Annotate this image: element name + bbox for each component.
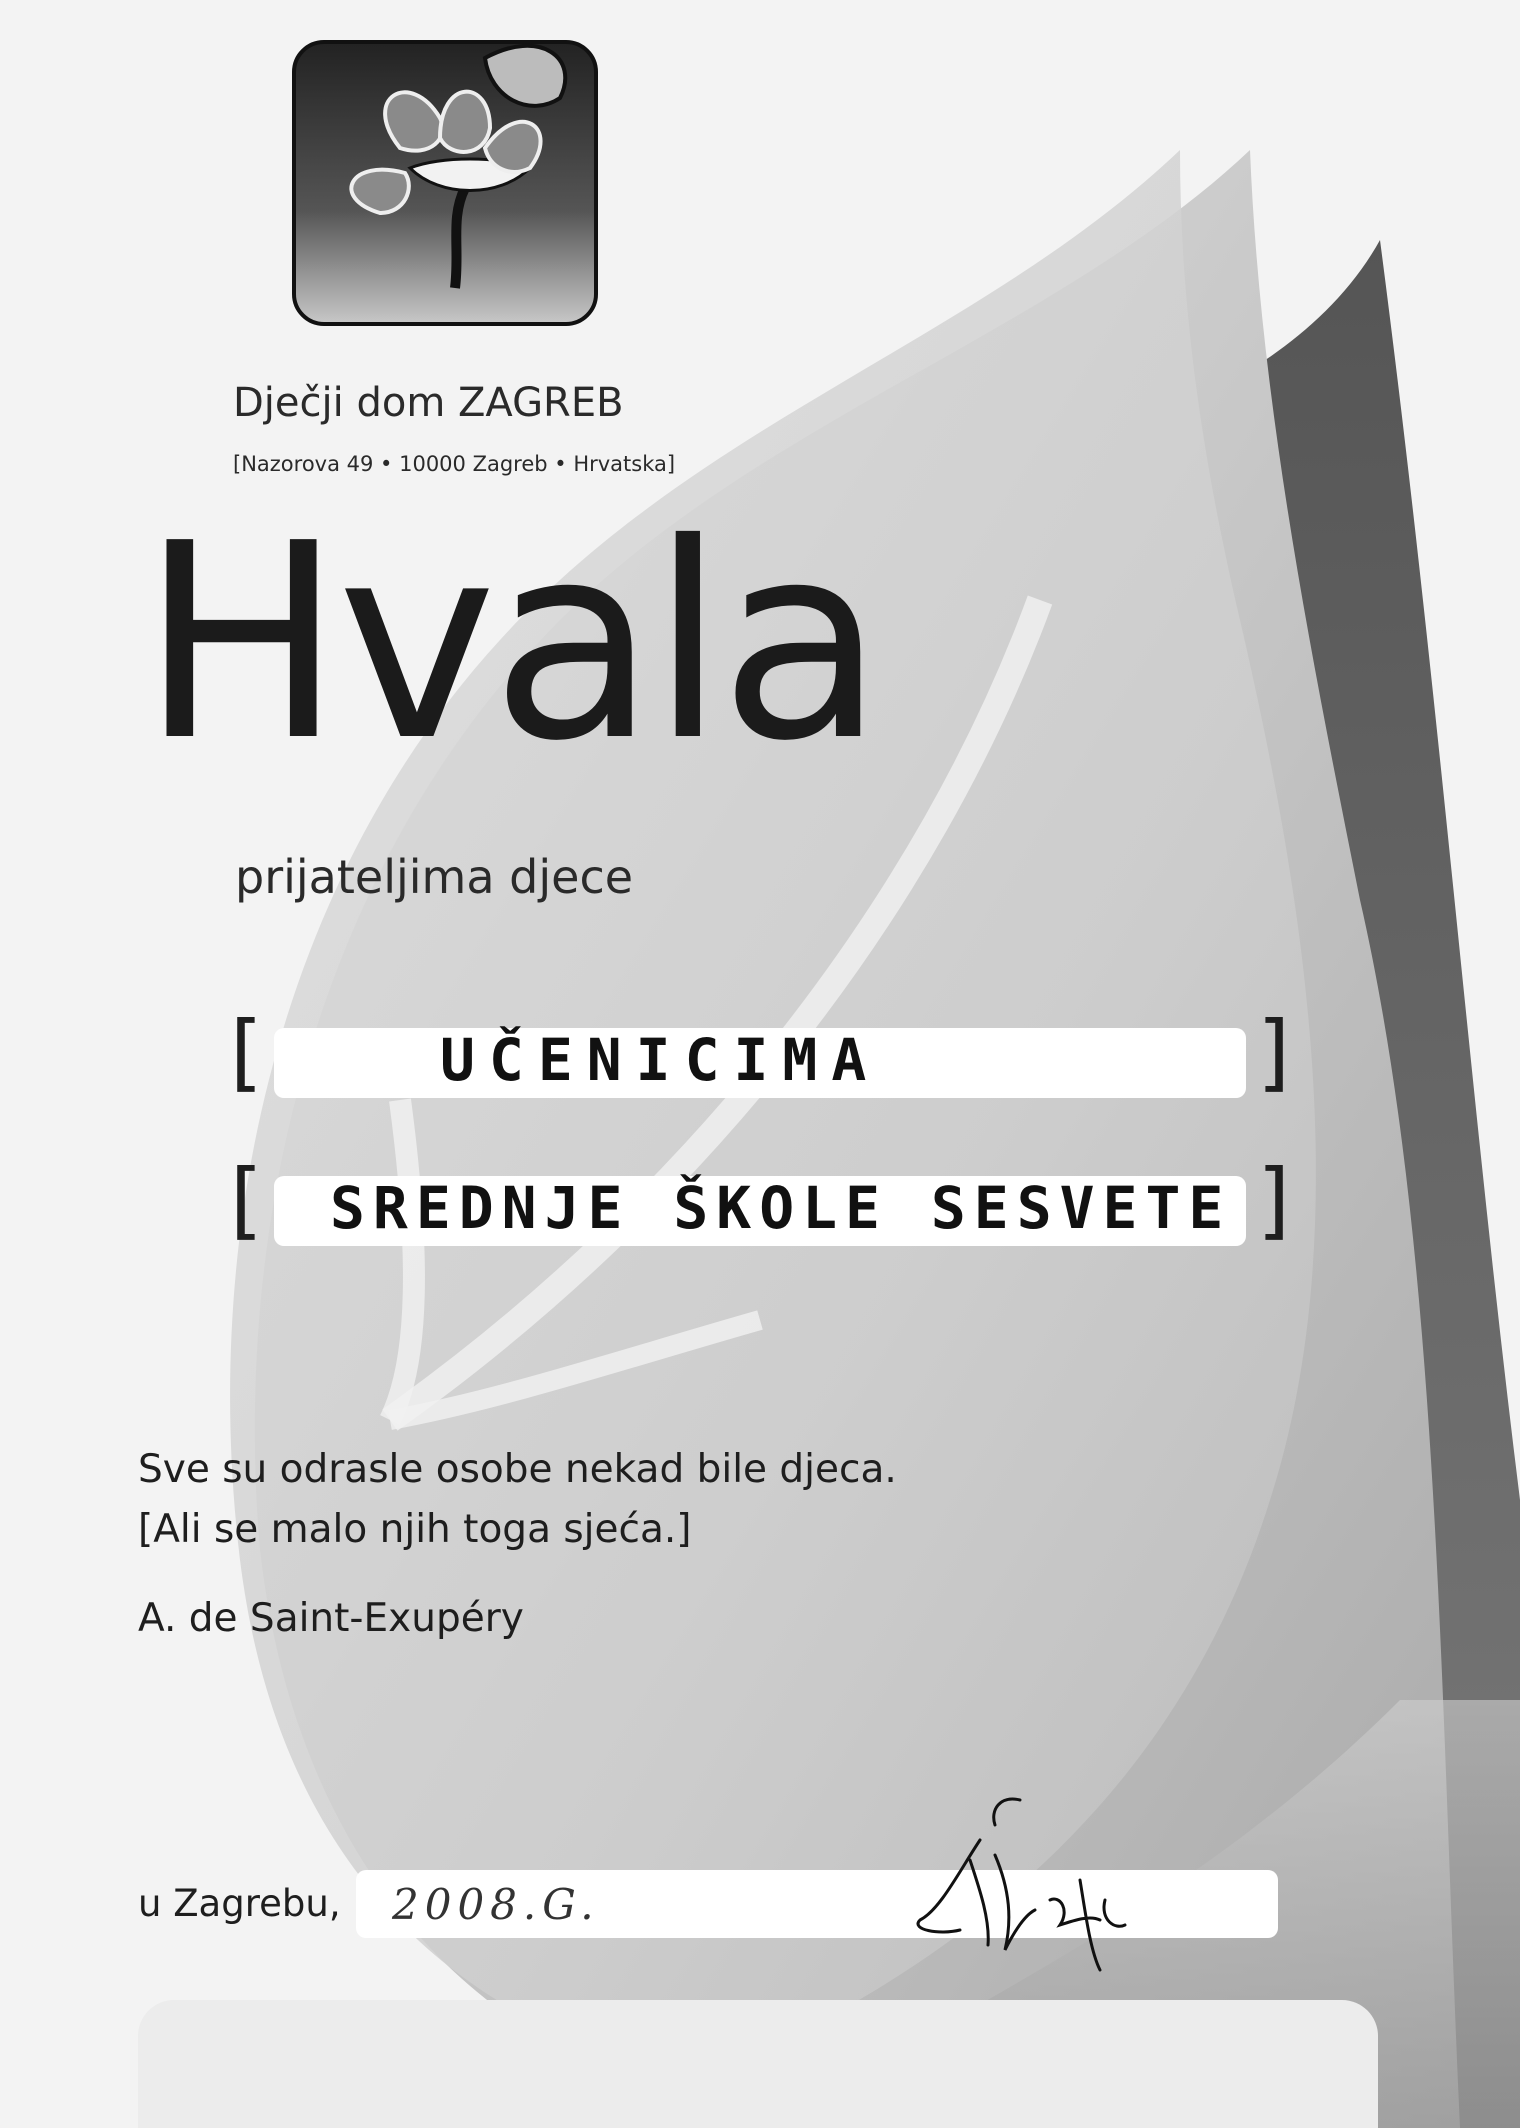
organization-name: Dječji dom ZAGREB <box>233 380 624 426</box>
bracket-close: ] <box>1257 1151 1290 1249</box>
signature <box>900 1780 1180 1980</box>
quote-author: A. de Saint-Exupéry <box>138 1596 524 1641</box>
bracket-open: [ <box>230 1151 263 1249</box>
quote-line1: Sve su odrasle osobe nekad bile djeca. <box>138 1447 897 1492</box>
quote-line2: [Ali se malo njih toga sjeća.] <box>138 1507 692 1552</box>
recipient-line1: UČENICIMA <box>440 1026 881 1094</box>
page-title: Hvala <box>140 485 879 800</box>
bracket-open: [ <box>230 1003 263 1101</box>
recipient-field-line1 <box>230 1003 1290 1116</box>
date-value: 2008.G. <box>392 1880 600 1929</box>
subtitle: prijateljima djece <box>235 850 634 904</box>
recipient-field-line2 <box>230 1151 1290 1264</box>
flower-icon <box>290 38 600 328</box>
organization-address: [Nazorova 49 • 10000 Zagreb • Hrvatska] <box>233 452 676 476</box>
quote <box>138 1440 897 1560</box>
bottom-field <box>138 2000 1378 2128</box>
recipient-line2: SREDNJE ŠKOLE SESVETE <box>330 1174 1232 1242</box>
bracket-close: ] <box>1257 1003 1290 1101</box>
place-label: u Zagrebu, <box>138 1882 341 1925</box>
